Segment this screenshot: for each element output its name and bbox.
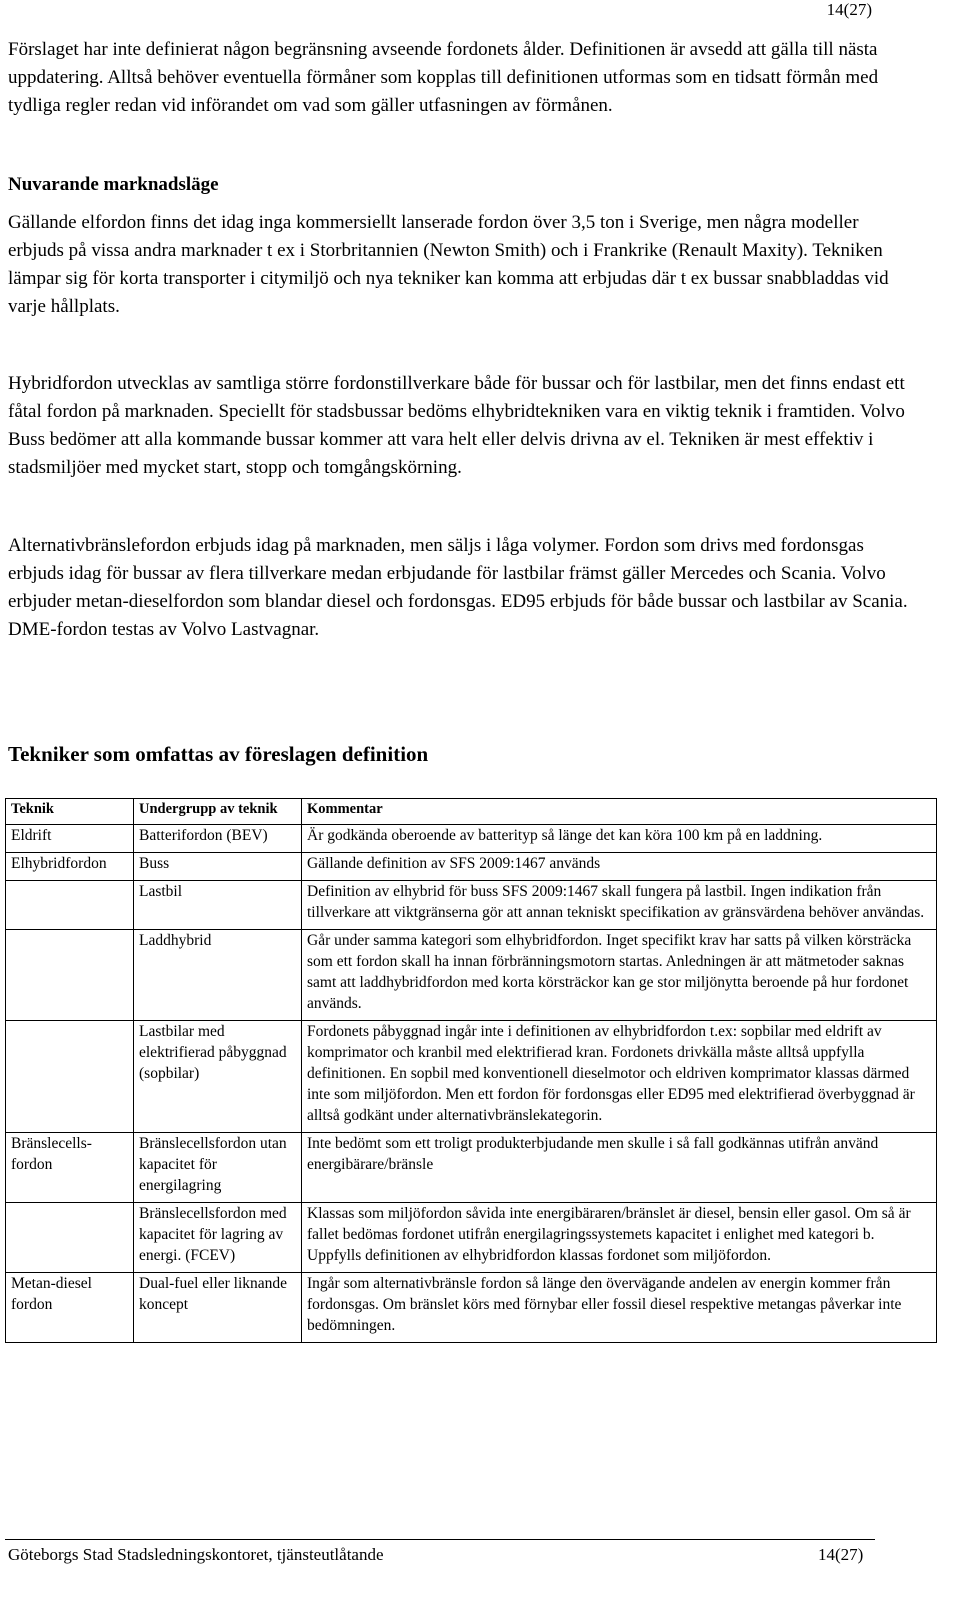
cell-undergrupp: Bränslecellsfordon med kapacitet för lagring av energi. (FCEV) bbox=[134, 1203, 302, 1273]
cell-undergrupp: Laddhybrid bbox=[134, 930, 302, 1021]
cell-teknik: Metan-diesel fordon bbox=[6, 1273, 134, 1343]
header-undergrupp: Undergrupp av teknik bbox=[134, 799, 302, 825]
heading-market-situation: Nuvarande marknadsläge bbox=[8, 174, 219, 195]
table-row bbox=[6, 853, 937, 881]
cell-kommentar: Inte bedömt som ett troligt produkterbjudande men skulle i så fall godkännas utifrån använd energibärare/bränsle bbox=[302, 1133, 937, 1203]
cell-teknik bbox=[6, 881, 134, 930]
cell-undergrupp: Buss bbox=[134, 853, 302, 881]
table-row bbox=[6, 930, 937, 1021]
paragraph-hybrid-vehicles: Hybridfordon utvecklas av samtliga större fordonstillverkare både för bussar och för lastbilar, men det finns endast ett fåtal fordon på marknaden. Speciellt för stadsbussar bedöms elhybridtekniken vara en viktig teknik i framtiden. Volvo Buss bedömer att alla kommande bussar kommer att vara helt eller delvis drivna av el. Tekniken är mest effektiv i stadsmiljöer med mycket start, stopp och tomgångskörning. bbox=[8, 373, 905, 478]
cell-undergrupp: Bränslecellsfordon utan kapacitet för energilagring bbox=[134, 1133, 302, 1203]
table-header-row bbox=[6, 799, 937, 825]
cell-teknik bbox=[6, 930, 134, 1021]
cell-teknik: Elhybridfordon bbox=[6, 853, 134, 881]
page-number-top: 14(27) bbox=[826, 0, 872, 19]
cell-undergrupp: Lastbilar med elektrifierad påbyggnad (sopbilar) bbox=[134, 1021, 302, 1133]
table-row bbox=[6, 1203, 937, 1273]
technology-table bbox=[5, 798, 937, 1343]
cell-undergrupp: Batterifordon (BEV) bbox=[134, 825, 302, 853]
section-title: Tekniker som omfattas av föreslagen definition bbox=[8, 742, 429, 766]
header-kommentar: Kommentar bbox=[302, 799, 937, 825]
cell-kommentar: Fordonets påbyggnad ingår inte i definitionen av elhybridfordon t.ex: sopbilar med eldrift av komprimator och kranbil med elektrifierad kran. Fordonets drivkälla måste alltså uppfylla definitionen. En sopbil med konventionell dieselmotor och eldriven komprimator klassas därmed inte som miljöfordon. Men ett fordon för fordonsgas eller ED95 med elektrifierad överbyggnad är alltså godkänt under alternativbränslekategorin. bbox=[302, 1021, 937, 1133]
cell-kommentar: Klassas som miljöfordon såvida inte energibäraren/bränslet är diesel, bensin eller gasol. Om så är fallet bedömas fordonet utifrån energilagringssystemets kapacitet i enlighet med kategori b. Uppfylls definitionen av elhybridfordon klassas fordonet som miljöfordon. bbox=[302, 1203, 937, 1273]
cell-undergrupp: Lastbil bbox=[134, 881, 302, 930]
cell-teknik: Bränslecells-fordon bbox=[6, 1133, 134, 1203]
footer-divider bbox=[5, 1539, 875, 1540]
cell-kommentar: Definition av elhybrid för buss SFS 2009:1467 skall fungera på lastbil. Ingen indikation från tillverkare att viktgränserna gör att annan tekniskt specifikation av gränsvärdena behöver användas. bbox=[302, 881, 937, 930]
header-teknik: Teknik bbox=[6, 799, 134, 825]
footer-page-number: 14(27) bbox=[818, 1545, 864, 1564]
cell-undergrupp: Dual-fuel eller liknande koncept bbox=[134, 1273, 302, 1343]
paragraph-vehicle-age: Förslaget har inte definierat någon begränsning avseende fordonets ålder. Definitionen är avsedd att gälla till nästa uppdatering. Alltså behöver eventuella förmåner som kopplas till definitionen utformas som en tidsatt förmån med tydliga regler redan vid införandet om vad som gäller utfasningen av förmånen. bbox=[8, 39, 879, 116]
cell-kommentar: Ingår som alternativbränsle fordon så länge den övervägande andelen av energin kommer från fordonsgas. Om bränslet körs med förnybar eller fossil diesel respektive metangas påverkar inte bedömningen. bbox=[302, 1273, 937, 1343]
cell-teknik bbox=[6, 1021, 134, 1133]
table-row bbox=[6, 825, 937, 853]
cell-kommentar: Går under samma kategori som elhybridfordon. Inget specifikt krav har satts på vilken körsträcka som ett fordon skall ha innan förbränningsmotorn startas. Anledningen är att mätmetoder saknas samt att laddhybridfordon med korta körsträckor kan ge stor miljönytta beroende på hur fordonet används. bbox=[302, 930, 937, 1021]
paragraph-electric-vehicles: Gällande elfordon finns det idag inga kommersiellt lanserade fordon över 3,5 ton i Sverige, men några modeller erbjuds på vissa andra marknader t ex i Storbritannien (Newton Smith) och i Frankrike (Renault Maxity). Tekniken lämpar sig för korta transporter i citymiljö och nya tekniker kan komma att erbjudas där t ex bussar snabbladdas vid varje hållplats. bbox=[8, 212, 889, 317]
cell-kommentar: Är godkända oberoende av batterityp så länge det kan köra 100 km på en laddning. bbox=[302, 825, 937, 853]
table-row bbox=[6, 1273, 937, 1343]
cell-teknik: Eldrift bbox=[6, 825, 134, 853]
table-row bbox=[6, 881, 937, 930]
footer-source: Göteborgs Stad Stadsledningskontoret, tjänsteutlåtande bbox=[8, 1545, 384, 1564]
cell-kommentar: Gällande definition av SFS 2009:1467 används bbox=[302, 853, 937, 881]
table-row bbox=[6, 1133, 937, 1203]
cell-teknik bbox=[6, 1203, 134, 1273]
paragraph-alternative-fuel: Alternativbränslefordon erbjuds idag på marknaden, men säljs i låga volymer. Fordon som drivs med fordonsgas erbjuds idag för bussar av flera tillverkare medan erbjudande för lastbilar främst gäller Mercedes och Scania. Volvo erbjuder metan-dieselfordon som blandar diesel och fordonsgas. ED95 erbjuds för både bussar och lastbilar av Scania. DME-fordon testas av Volvo Lastvagnar. bbox=[8, 535, 908, 640]
table-row bbox=[6, 1021, 937, 1133]
